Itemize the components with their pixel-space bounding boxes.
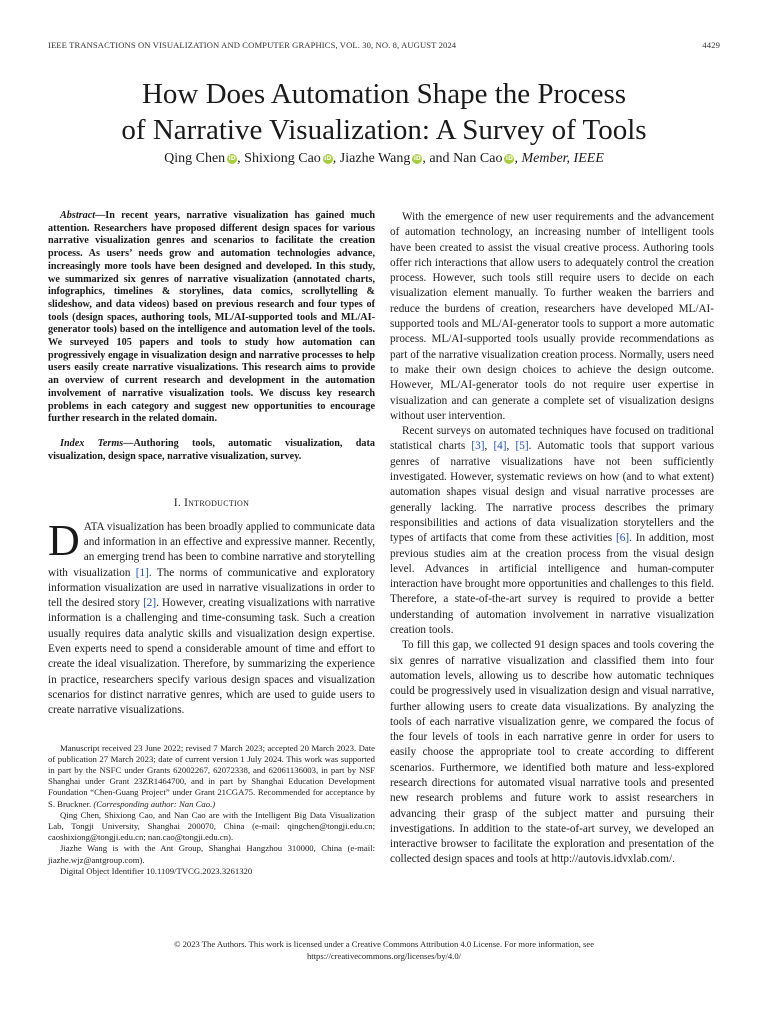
abstract-text: In recent years, narrative visualization has gained much attention. Researchers have proposed different design spaces for various narrative visualization genres and scenarios to facilitate the creation process. As users’ needs grow and automation technologies advance, increasingly more tools have been designed and developed. In this study, we summarized six genres of narrative visualization (annotated charts, infographics, timelines & storylines, data comics, scrollytelling & slideshow, and data videos) based on previous research and four types of tools (design spaces, authoring tools, ML/AI-supported tools and ML/AI-generator tools) based on the intelligence and automation level of the tools. We surveyed 105 papers and tools to study how automation can progressively engage in visualization design and narrative processes to help users easily create narrative visualizations. This research aims to provide an overview of current research and development in the automation involvement of narrative visualization tools. We discuss key research problems in each category and suggest new opportunities to encourage further research in the related domain. <box>48 210 375 425</box>
author-separator: , and <box>422 151 454 166</box>
author-separator: , <box>237 151 245 166</box>
author-name: Qing Chen <box>164 151 226 166</box>
author-separator: , <box>332 151 340 166</box>
footnote-manuscript <box>48 743 375 810</box>
p2-text-e: . In addition, most previous studies aim at the creation process from the visual design level. Advances in artificial intelligence and human-computer interaction have brought more opportunities and challenges to this field. Therefore, a state-of-the-art survey is required to provide a better understanding of automation involvement in narrative visualization creation tools. <box>390 532 714 637</box>
citation-link[interactable]: [1] <box>135 566 149 579</box>
orcid-icon[interactable]: iD <box>228 155 236 162</box>
title-line-2: of Narrative Visualization: A Survey of Tools <box>121 114 647 146</box>
intro-text-3: . However, creating visualizations with narrative information is a challenging and time-consuming task. Such a creation usually requires data analytic skills and visualization design expertise. Even experts need to spend a considerable amount of time and effort to create the ideal visualization. Therefore, by summarizing the experience in practice, researchers specify various design spaces and visualization scenarios for distinct narrative genres, which are used to guide users to create narrative visualizations. <box>48 597 375 717</box>
abstract-label: Abstract <box>60 210 96 221</box>
running-header <box>48 40 720 50</box>
title-line-1: How Does Automation Shape the Process <box>141 78 627 110</box>
license-line-1: © 2023 The Authors. This work is licensed under a Creative Commons Attribution 4.0 License. For more information, see <box>173 939 595 949</box>
section-title: Introduction <box>184 497 250 510</box>
p2-text-d: . Automatic tools that support various genres of narrative visualizations have not been sufficiently investigated. However, systematic reviews on how (and to what extent) automation shapes visual design and visual narrative processes are generally lacking. The narrative process describes the primary responsibilities and actions of data visualization storytellers and the types of artifacts that come from these activities <box>390 440 715 545</box>
right-paragraph-1: With the emergence of new user requirements and the advancement of automation technology, an increasing number of intelligent tools have been created to assist the visual creative process. Authoring tools offer rich interactions that allow users to adequately control the creation process. However, such tools still require users to decide on each visualization element manually. To further weaken the barriers and reduce the burdens of creation, researchers have developed ML/AI-supported tools and ML/AI-generator tools to support a more automatic process. ML/AI-supported tools usually provide recommendations as part of the narrative visualization creation process. Normally, users need to make their own design choices to achieve the design outcome. However, ML/AI-generator tools do not require user expertise in visualization and can generate a complete set of visualization designs without user intervention. <box>390 211 714 422</box>
author-separator: , <box>514 151 522 166</box>
index-terms-label: Index Terms <box>60 437 124 449</box>
p2-text-b: , <box>484 440 494 453</box>
author-name: Nan Cao <box>453 151 503 166</box>
citation-link[interactable]: [5] <box>515 440 529 453</box>
footnote-affiliation-1: Qing Chen, Shixiong Cao, and Nan Cao are with the Intelligent Big Data Visualization Lab, Tongji University, Shanghai 200070, China (e-mail: qingchen@tongji.edu.cn; caoshixiong@tongji.edu.cn; nan.cao@tongji.edu.cn). <box>48 809 375 843</box>
page-number: 4429 <box>702 40 720 50</box>
abstract <box>48 210 375 426</box>
footnote-affiliation-2: Jiazhe Wang is with the Ant Group, Shanghai Hangzhou 310000, China (e-mail: jiazhe.wjz@antgroup.com). <box>48 843 375 865</box>
right-paragraph-3: To fill this gap, we collected 91 design spaces and tools covering the six genres of narrative visualization and classified them into four automation levels, allowing us to describe how automatic techniques could be progressively used in visualization design and visual narrative, further allowing users to create data visualizations. By analyzing the tools of each narrative visualization genre, we compared the focus of the four levels of tools in each narrative genre in order for users to easily choose the appropriate tool to create according to different scenarios. Furthermore, we identified both mature and less-explored research directions for automated visual narrative tools and presented new research problems and future work to assist researchers in advancing their grasp of the subject matter and pursuing their investigations. In addition to the state-of-art survey, we developed an interactive browser to facilitate the exploration and presentation of the collected design spaces and tools at http://autovis.idvxlab.com/. <box>390 639 714 866</box>
intro-text-2: . The norms of communicative and exploratory information visualization are used in narrative visualizations in order to tell the desired story <box>48 566 375 610</box>
intro-text-1: ATA visualization has been broadly applied to communicate data and information in an effective and expressive manner. Recently, an emerging trend has been to combine narrative and storytelling with visualization <box>48 520 375 579</box>
footnote-doi: Digital Object Identifier 10.1109/TVCG.2023.3261320 <box>60 865 253 876</box>
citation-link[interactable]: [3] <box>471 440 485 453</box>
index-terms <box>48 438 375 463</box>
author-name: Shixiong Cao <box>244 151 321 166</box>
p2-text-a: Recent surveys on automated techniques have focused on traditional statistical charts <box>390 425 714 453</box>
citation-link[interactable]: [2] <box>143 597 157 610</box>
manuscript-text: Manuscript received 23 June 2022; revised 7 March 2023; accepted 20 March 2023. Date of publication 27 March 2023; date of current version 1 July 2024. This work was supported in part by the NSFC under Grants 62002267, 62072338, and 62061136003, in part by NSF Shanghai under Grant 23ZR1464700, and in part by Shanghai Education Development Foundation “Chen-Guang Project” under Grant 21CGA75. Recommended for acceptance by S. Bruckner. <box>48 742 375 809</box>
footnotes <box>48 743 375 877</box>
corresponding-author: (Corresponding author: Nan Cao.) <box>93 798 216 809</box>
section-heading <box>48 496 375 511</box>
citation-link[interactable]: [6] <box>616 532 630 545</box>
license-link[interactable]: https://creativecommons.org/licenses/by/4.0/ <box>306 950 462 961</box>
left-column <box>48 210 375 877</box>
right-paragraph-2 <box>390 424 714 638</box>
license-notice <box>60 939 708 962</box>
index-terms-text: Authoring tools, automatic visualization, data visualization, design space, narrative visualization, survey. <box>48 437 375 462</box>
orcid-icon[interactable]: iD <box>505 155 513 162</box>
intro-paragraph <box>48 515 375 719</box>
orcid-icon[interactable]: iD <box>413 155 421 162</box>
citation-link[interactable]: [4] <box>493 440 507 453</box>
section-number: I. <box>173 497 185 510</box>
author-list <box>0 151 768 167</box>
author-role: Member, IEEE <box>521 151 604 166</box>
paper-title <box>0 76 768 148</box>
index-terms-dash: — <box>123 437 134 449</box>
dropcap: D <box>48 515 80 565</box>
right-column <box>390 210 714 868</box>
author-name: Jiazhe Wang <box>339 151 411 166</box>
p2-text-c: , <box>506 440 516 453</box>
journal-name: IEEE TRANSACTIONS ON VISUALIZATION AND COMPUTER GRAPHICS, VOL. 30, NO. 8, AUGUST 2024 <box>48 40 457 50</box>
orcid-icon[interactable]: iD <box>324 155 332 162</box>
abstract-dash: — <box>95 210 106 221</box>
